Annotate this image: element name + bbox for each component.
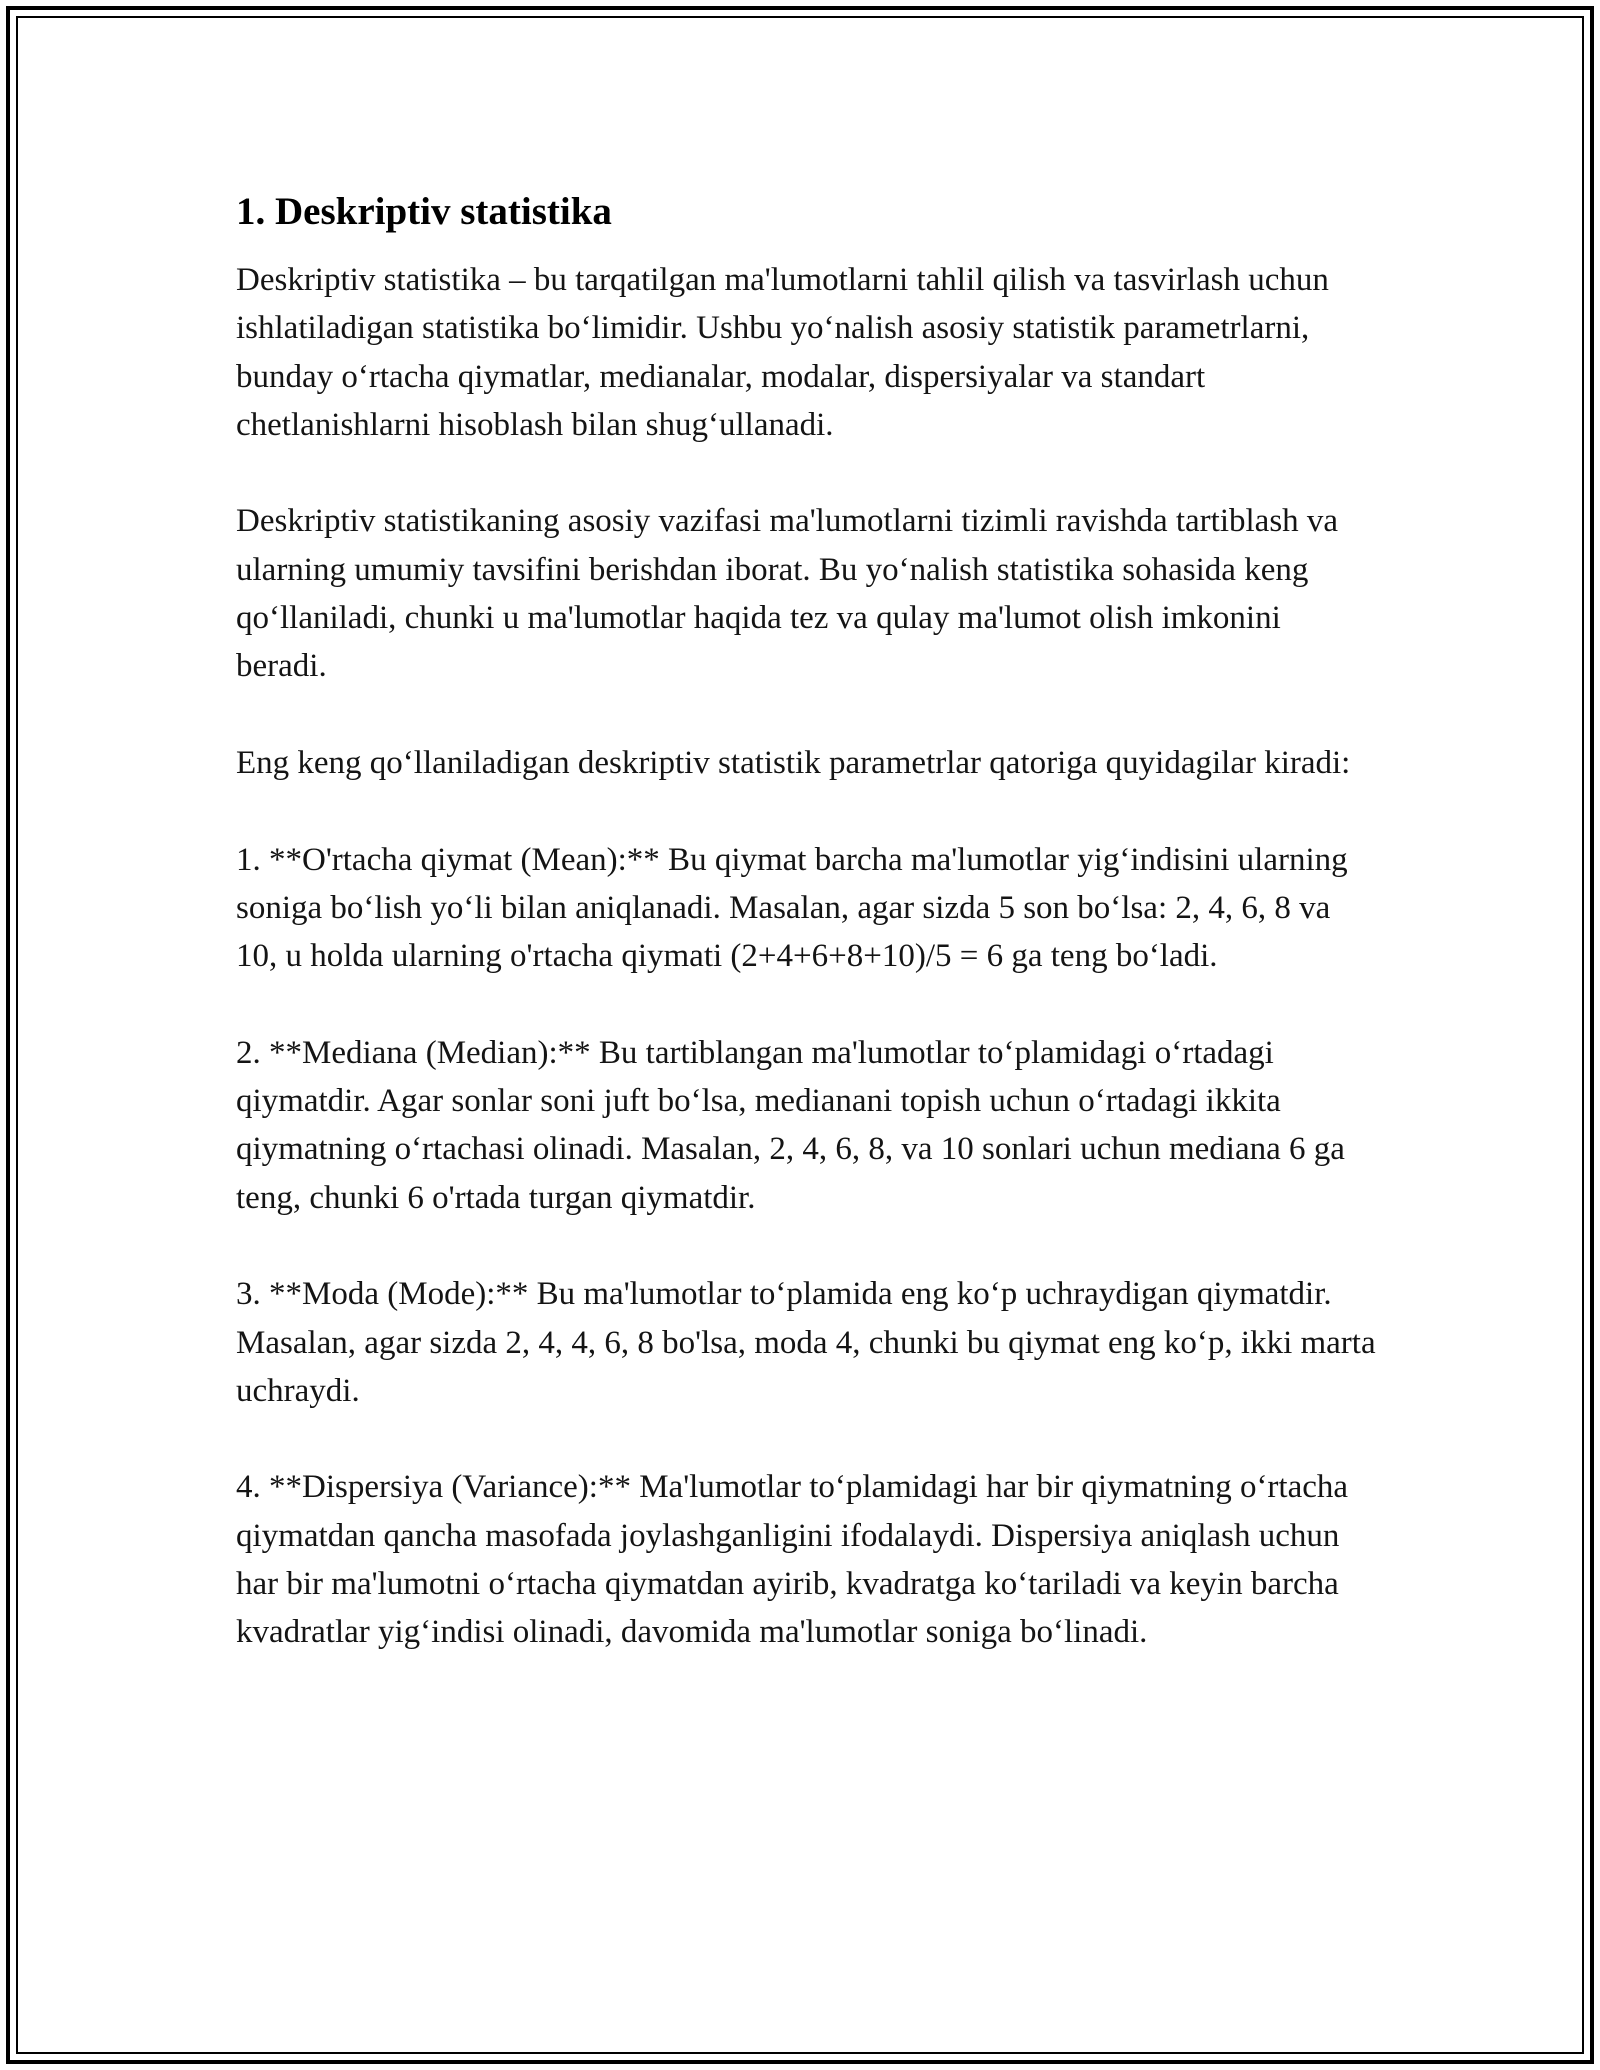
document-body: [236, 186, 1376, 1705]
list-item-mode: 3. **Moda (Mode):** Bu ma'lumotlar to‘plamida eng ko‘p uchraydigan qiymatdir. Masalan, agar sizda 2, 4, 4, 6, 8 bo'lsa, moda 4, chunki bu qiymat eng ko‘p, ikki marta uchraydi.: [236, 1276, 1376, 1409]
list-item-variance: 4. **Dispersiya (Variance):** Ma'lumotlar to‘plamidagi har bir qiymatning o‘rtacha qiymatdan qancha masofada joylashganligini ifodalaydi. Dispersiya aniqlash uchun har bir ma'lumotni o‘rtacha qiymatdan ayirib, kvadratga ko‘tariladi va keyin barcha kvadratlar yig‘indisi olinadi, davomida ma'lumotlar soniga bo‘linadi.: [236, 1469, 1349, 1651]
paragraph-intro: Deskriptiv statistika – bu tarqatilgan ma'lumotlarni tahlil qilish va tasvirlash uchun ishlatiladigan statistika bo‘limidir. Ushbu yo‘nalish asosiy statistik parametrlarni, bunday o‘rtacha qiymatlar, medianalar, modalar, dispersiyalar va standart chetlanishlarni hisoblash bilan shug‘ullanadi.: [236, 262, 1329, 443]
paragraph-parameters-intro: Eng keng qo‘llaniladigan deskriptiv statistik parametrlar qatoriga quyidagilar kiradi:: [236, 744, 1351, 781]
document-title: 1. Deskriptiv statistika: [236, 190, 612, 233]
list-item-median: 2. **Mediana (Median):** Bu tartiblangan ma'lumotlar to‘plamidagi o‘rtadagi qiymatdir. Agar sonlar soni juft bo‘lsa, medianani topish uchun o‘rtadagi ikkita qiymatning o‘rtachasi olinadi. Masalan, 2, 4, 6, 8, va 10 sonlari uchun mediana 6 ga teng, chunki 6 o'rtada turgan qiymatdir.: [236, 1034, 1345, 1216]
list-item-mean: 1. **O'rtacha qiymat (Mean):** Bu qiymat barcha ma'lumotlar yig‘indisini ularning soniga bo‘lish yo‘li bilan aniqlanadi. Masalan, agar sizda 5 son bo‘lsa: 2, 4, 6, 8 va 10, u holda ularning o'rtacha qiymati (2+4+6+8+10)/5 = 6 ga teng bo‘ladi.: [236, 841, 1348, 975]
paragraph-main-task: Deskriptiv statistikaning asosiy vazifasi ma'lumotlarni tizimli ravishda tartiblash va ularning umumiy tavsifini berishdan iborat. Bu yo‘nalish statistika sohasida keng qo‘llaniladi, chunki u ma'lumotlar haqida tez va qulay ma'lumot olish imkonini beradi.: [236, 503, 1339, 685]
